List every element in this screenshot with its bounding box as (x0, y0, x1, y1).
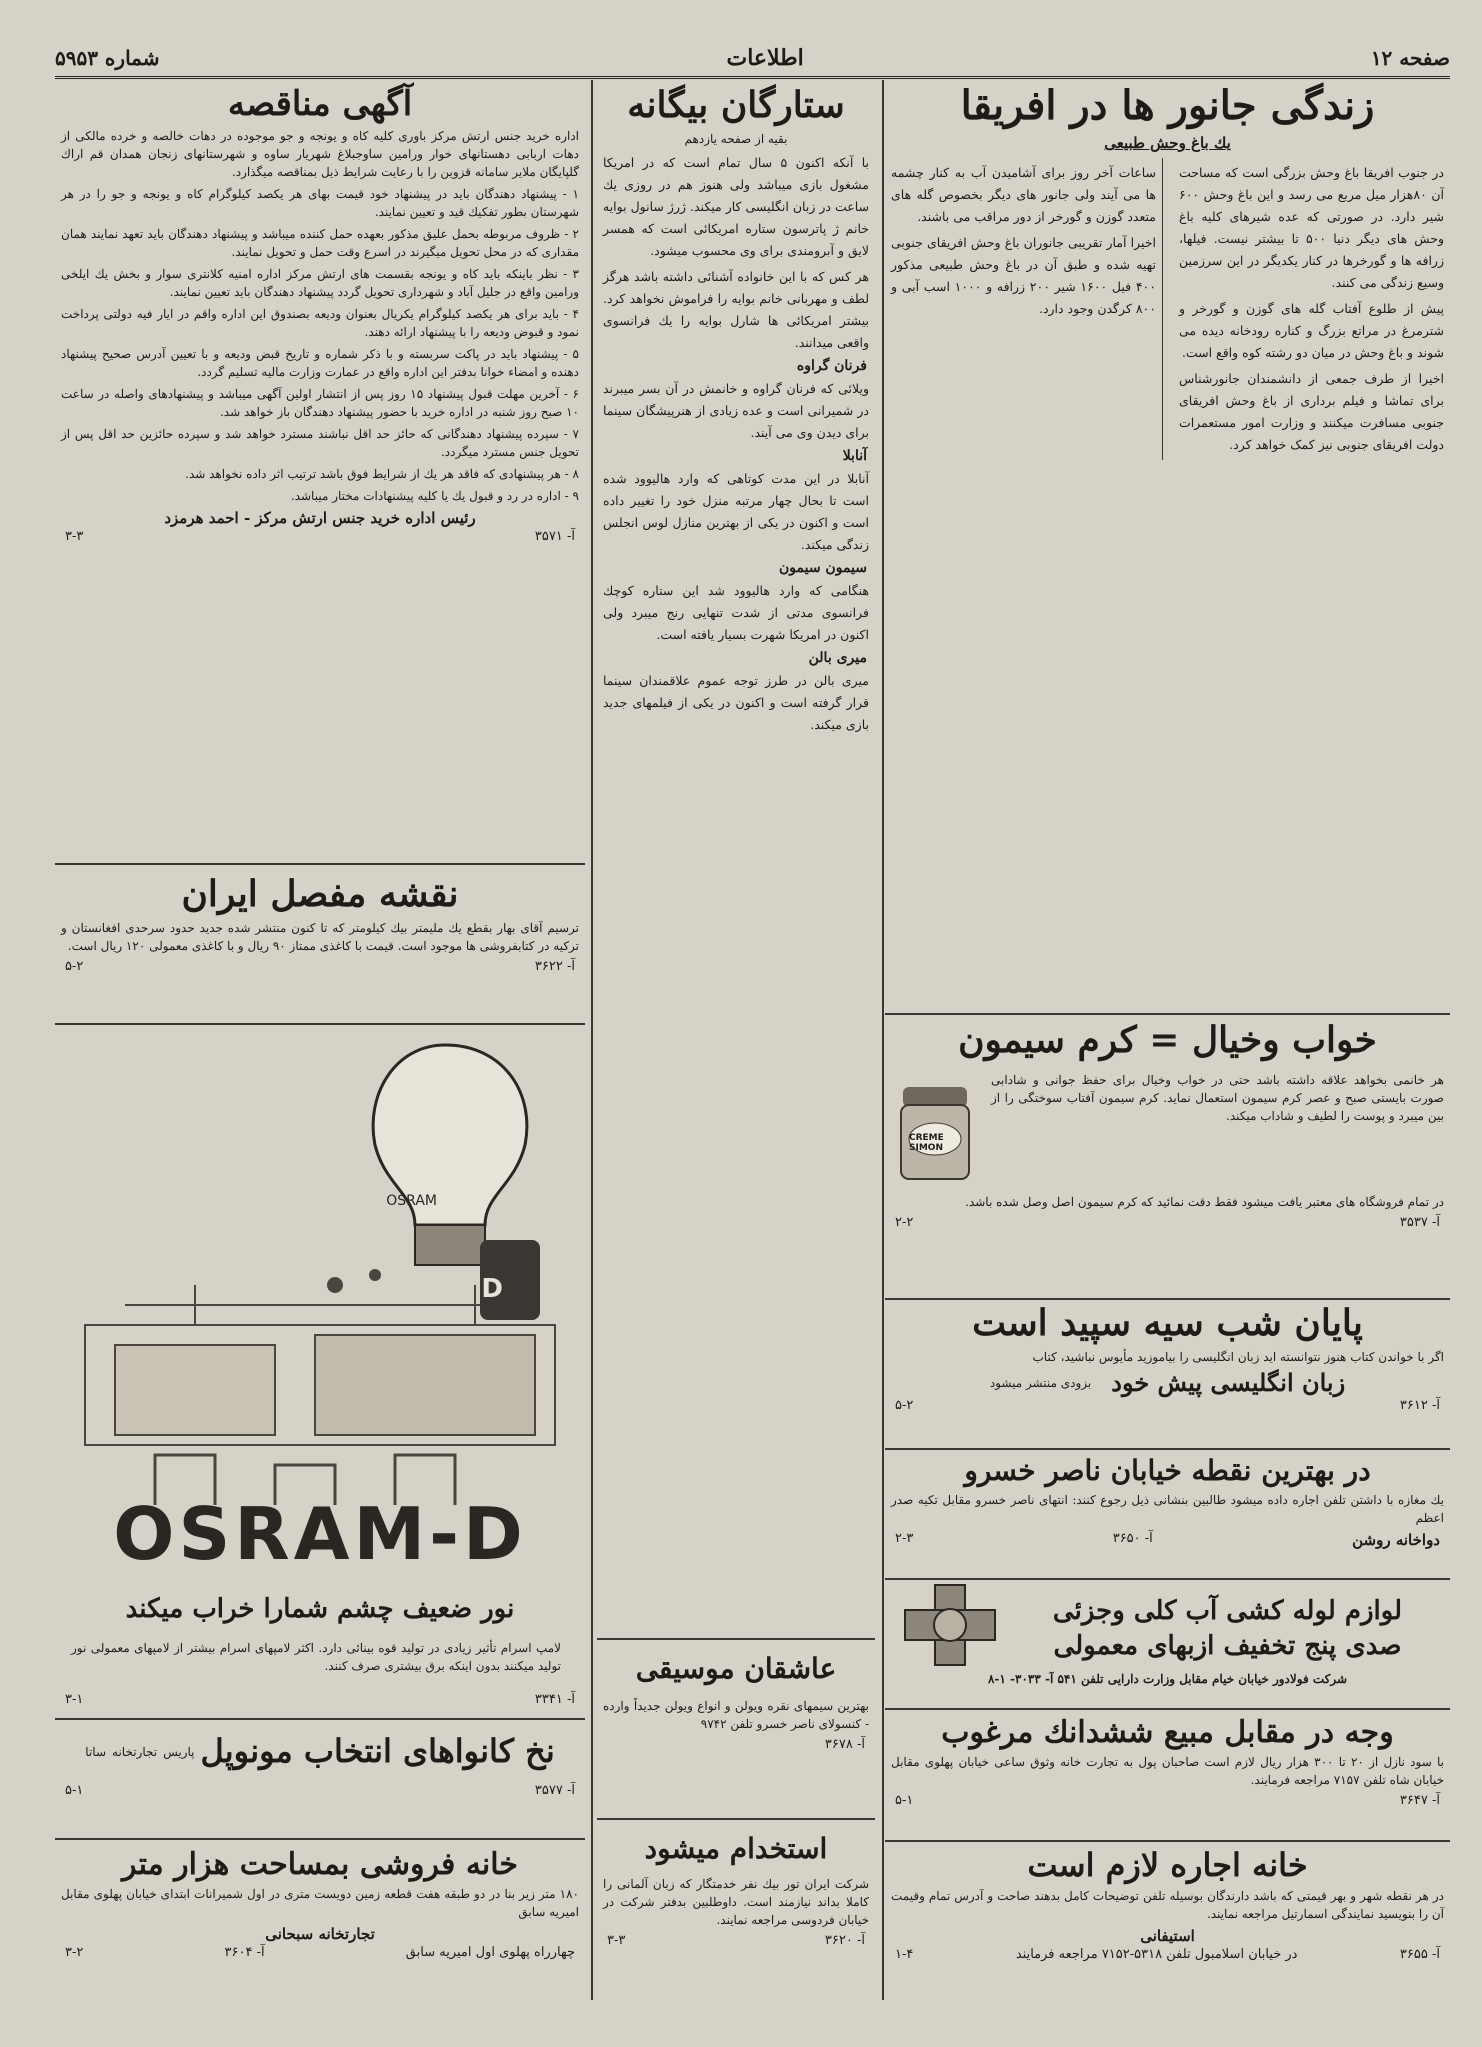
ad-text: در هر نقطه شهر و بهر قیمتی که باشد دارندگان بوسیله تلفن توضیحات کامل بدهند صاحت و آدرس تمام وقیمت آن را بنویسید نمایندگی اسمارتیل مراجعه نمایند. (891, 1889, 1445, 1922)
column-divider (882, 80, 884, 2000)
ad-code: آ- ۳۶۵۰ (1112, 1530, 1153, 1546)
article-paragraph: با آنکه اکنون ۵ سال تمام است که در امریکا مشغول بازی میباشد ولی هنوز هم در روزی یك ساعت در زبان انگلیسی کار میکند. ژرژ سانول بوایه خانم ژ پاترسون ستاره امریکائی است که همسر لایق و آبرومندی برای وی محسوب میشود. (603, 154, 869, 258)
masthead (55, 40, 1450, 79)
article-subheadline: یك باغ وحش طبیعی (1104, 134, 1231, 152)
ad-note: بزودی منتشر میشود (989, 1375, 1092, 1390)
ad-line: صدی پنج تخفیف ازبهای معمولی (1053, 1631, 1402, 1661)
notice-paragraph: ۵ - پیشنهاد باید در پاکت سربسته و با ذکر شماره و تاریخ قبض ودیعه و با تعیین آدرس صحیح پیشنهاد دهنده و امضاء خوانا بدفتر این اداره واقع در عمارت وزارت مالیه تسلیم گردد. (61, 347, 579, 380)
ad-small-text: ساتا (85, 1744, 107, 1759)
article-paragraph: ساعات آخر روز برای آشامیدن آب به کنار چشمه ها می آیند ولی جانور های دیگر بخصوص گله های متعدد گوزن و گورخر از دور مراقب می باشند. (891, 165, 1156, 224)
box-brand-text: D (481, 1274, 503, 1304)
notice-code: آ- ۳۵۷۱ (534, 529, 575, 545)
ad-series: ۳-۱ (65, 1692, 84, 1707)
notice-series: ۳-۳ (65, 529, 84, 545)
ad-text: اگر با خواندن کتاب هنوز نتوانسته اید زبان انگلیسی را بیاموزید مأیوس نباشید، کتاب (1032, 1349, 1444, 1364)
bulb-brand-text: OSRAM (386, 1193, 437, 1209)
ad-address: در خیابان اسلامبول تلفن ۵۳۱۸-۷۱۵۲ مراجعه فرمایند (1015, 1947, 1298, 1963)
ad-headline: پایان شب سیه سپید است (972, 1302, 1363, 1344)
ad-line: لوازم لوله کشی آب کلی وجزئی (1052, 1596, 1403, 1627)
ad-code: آ- ۳۶۴۷ (1399, 1793, 1440, 1808)
book-title: زبان انگلیسی پیش خود (1111, 1367, 1346, 1397)
notice-paragraph: ۶ - آخرین مهلت قبول پیشنهاد ۱۵ روز پس از انتشار اولین آگهی میباشد و پیشنهادهای واصله در ساعت ۱۰ صبح روز شنبه در اداره خرید با حضور پیشنهاد دهندگان باز خواهد شد. (61, 387, 579, 420)
cream-jar-label: CREME SIMON (909, 1132, 944, 1153)
ad-headline: در بهترین نقطه خیابان ناصر خسرو (964, 1454, 1371, 1487)
notice-paragraph: اداره خرید جنس ارتش مرکز باوری کلیه کاه و یونجه و جو موجوده در دهات خالصه و خرده مالکی از دهات اربابی دهستانهای خوار ورامین ساوجبلاغ شهریار ساوه و شهرستانهای زنجان همدان قم اراك گلپایگان ملایر سامانه قزوین را با رعایت شرایط ذیل بمناقصه میگذارد. (61, 129, 579, 180)
osram-brand-logo: OSRAM-D (113, 1492, 527, 1576)
section-name: سیمون سیمون (779, 559, 867, 576)
ad-text: شرکت ایران تور بیك نفر خدمتگار که زبان آلمانی را کاملا بداند نیازمند است. داوطلبین بدفتر شرکت در خیابان فردوسی مراجعه نمایند. (603, 1876, 869, 1927)
ad-name: تجارتخانه سبحانی (265, 1925, 375, 1943)
ad-code: آ- ۳۶۷۸ (824, 1736, 865, 1752)
article-paragraph: هنگامی که وارد هالیوود شد این ستاره کوچك فرانسوی مدتی از شدت تنهایی رنج میبرد ولی اکنون در امریکا شهرت بسیار یافته است. (603, 582, 869, 642)
ad-text: ۱۸۰ متر زیر بنا در دو طبقه هفت قطعه زمین دویست متری در اول شمیرانات ابتدای خیابان پهلوی مقابل امیریه سابق (61, 1887, 579, 1919)
article-continuation: بقیه از صفحه یازدهم (684, 131, 788, 146)
ad-code: آ- ۳۶۲۰ (824, 1932, 865, 1948)
africa-article (885, 80, 1450, 1015)
pharmacy-ad (885, 1450, 1450, 1580)
ad-text: با سود نازل از ۲۰ تا ۳۰۰ هزار ریال لازم است صاحبان پول به تجارت خانه وثوق ساعی خیابان پهلوی مقابل خیابان شاه تلفن ۷۱۵۷ مراجعه فرمایند. (891, 1755, 1445, 1787)
ad-headline: وجه در مقابل مبیع ششدانك مرغوب (941, 1715, 1394, 1750)
notice-signature: رئیس اداره خرید جنس ارتش مرکز - احمد هرمزد (164, 509, 476, 528)
ad-name: دواخانه روشن (1352, 1530, 1440, 1549)
section-name: آنابلا (842, 447, 867, 464)
notice-paragraph: ۲ - ظروف مربوطه بحمل علیق مذکور بعهده حمل کننده میباشد و پیشنهاد دهندگان باید تعهد نمایند همان مقداری که در محل تحویل میگیرند در اسرع وقت حمل و تحویل نمایند. (61, 227, 579, 260)
newspaper-name: اطلاعات (726, 45, 804, 71)
ad-series: ۲-۳ (895, 1530, 914, 1546)
ad-headline: خانه اجاره لازم است (1027, 1846, 1308, 1884)
ad-code: آ- ۳۶۲۲ (534, 958, 575, 974)
ad-headline: خواب وخیال = کرم سیمون (958, 1019, 1377, 1061)
ad-headline: نخ کانواهای انتخاب مونوپل (200, 1732, 555, 1770)
ad-headline: نور ضعیف چشم شمارا خراب میکند (125, 1594, 515, 1624)
page-number: صفحه ۱۲ (1370, 46, 1450, 70)
iran-map-ad (55, 865, 585, 1025)
notice-paragraph: ۴ - باید برای هر یکصد کیلوگرام یکریال بعنوان ودیعه بصندوق این اداره واقم در ایار فیه دولتی پرداخت نمود و قبوض ودیعه را با پیشنهاد ارائه دهند. (61, 307, 579, 340)
ad-code: آ- ۳۵۳۷ (1399, 1214, 1440, 1230)
cream-jar-icon (895, 1073, 975, 1183)
canvas-yarn-ad (55, 1720, 585, 1840)
osram-ad (55, 1025, 585, 1720)
ad-note: در تمام فروشگاه های معتبر یافت میشود فقط دقت نمائید که کرم سیمون اصل وصل شده باشد. (965, 1194, 1444, 1209)
pipe-fittings-ad (885, 1580, 1450, 1710)
ad-text: ترسیم آقای بهار بقطع یك ملیمتر بیك کیلومتر که تا کنون منتشر شده جدید حدود سرحدی افغانستان و ترکیه در کتابفروشی ها موجود است. قیمت با کاغذی ممتاز ۹۰ ریال و با کاغذی معمولی ۱۲۰ ریال است. (61, 920, 579, 953)
pipe-fitting-icon (895, 1580, 1005, 1670)
ad-series: ۳-۳ (607, 1932, 626, 1948)
ad-text: لامپ اسرام تأثیر زیادی در تولید قوه بینائی دارد. اکثر لامپهای اسرام بیشتر از لامپهای معمولی نور تولید میکنند بدون اینکه برق بیشتری صرف کنند. (71, 1641, 561, 1673)
notice-paragraph: ۷ - سپرده پیشنهاد دهندگانی که حائز حد اقل نباشند مسترد خواهد شد و سپرده حائزین حد اقل پس از تحویل جنس مسترد میگردد. (61, 427, 579, 460)
ad-headline: نقشه مفصل ایران (181, 873, 459, 915)
column-divider (591, 80, 593, 2000)
ad-headline: استخدام میشود (644, 1832, 828, 1865)
notice-paragraph: ۸ - هر پیشنهادی که فاقد هر یك از شرایط فوق باشد ترتیب اثر داده نخواهد شد. (185, 467, 579, 482)
money-loan-ad (885, 1710, 1450, 1842)
foreign-stars-article (597, 80, 875, 1640)
ad-code: آ- ۳۳۴۱ (534, 1692, 575, 1707)
ad-code: آ- ۳۶۱۲ (1399, 1397, 1440, 1413)
hiring-ad (597, 1820, 875, 2000)
article-paragraph: آنابلا در این مدت کوتاهی که وارد هالیوود شده است تا بحال چهار مرتبه منزل خود را تغییر داده است و اکنون در یکی از بهترین منازل لوس انجلس زندگی میکند. (603, 470, 869, 552)
ad-code: آ- ۳۶۵۵ (1399, 1947, 1440, 1963)
ad-series: ۵-۲ (65, 958, 84, 974)
article-paragraph: اخیرا آمار تقریبی جانوران باغ وحش افریقای جنوبی تهیه شده و طبق آن در باغ وحش طبیعی مذکور ۴۰۰ فیل ۱۶۰۰ شیر ۲۰۰ زرافه و ۱۰۰۰ اسب آبی و ۸۰۰ کرگدن وجود دارد. (891, 235, 1156, 316)
article-paragraph: میری بالن در طرز توجه عموم علاقمندان سینما قرار گرفته است و اکنون در یکی از فیلمهای جدید بازی میکند. (603, 672, 869, 732)
issue-number: شماره ۵۹۵۳ (55, 46, 160, 70)
ad-series: ۳-۲ (65, 1945, 84, 1960)
ad-footer: شرکت فولادور خیابان خیام مقابل وزارت دارایی تلفن ۵۴۱ آ- ۳۰۳۳- ۱-۸ (987, 1672, 1348, 1686)
section-name: فرنان گراوه (796, 357, 867, 374)
notice-paragraph: ۱ - پیشنهاد دهندگان باید در پیشنهاد خود قیمت بهای هر یکصد کیلوگرام کاه و یونجه و جو را در هر شهرستان بطور تفکیك قید و تعیین نمایند. (61, 187, 579, 220)
ad-headline: عاشقان موسیقی (635, 1652, 837, 1685)
ad-address: چهارراه پهلوی اول امیریه سابق (405, 1945, 575, 1960)
notice-paragraph: ۳ - نظر باینکه باید کاه و یونجه بقسمت های ارتش مرکز اداره امنیه کلانتری سوار و بخش یك ایلخی ورامین واقع در جلیل آباد و شهرداری تحویل گردد پیشنهاد دهندگان باید تعیین نمایند. (61, 267, 579, 300)
article-headline: زندگی جانور ها در افریقا (960, 82, 1375, 129)
ad-series: ۵-۱ (895, 1793, 914, 1808)
ad-text: بهترین سیمهای نقره ویولن و انواع ویولن جدیداً وارده - کنسولای ناصر خسرو تلفن ۹۷۴۲ (603, 1698, 869, 1731)
article-paragraph: در جنوب افریقا باغ وحش بزرگی است که مساحت آن ۸۰هزار میل مربع می رسد و این باغ وحش ۶۰۰ شیر دارد. در صورتی که عده شیرهای کلیه باغ وحش های دیگر دنیا ۵۰۰ تا بیشتر نیست. فیلها، زرافه ها و گورخرها در کنار یکدیگر در این سرزمین وسیع زندگی می کنند. (1179, 165, 1444, 290)
ad-headline: خانه فروشی بمساحت هزار متر (122, 1847, 518, 1882)
cream-simon-ad (885, 1015, 1450, 1300)
ad-small-text: تجارتخانه (112, 1744, 158, 1759)
ad-series: ۲-۲ (895, 1214, 914, 1230)
ad-text: هر خانمی بخواهد علاقه داشته باشد حتی در خواب وخیال برای حفظ جوانی و شادابی صورت بایستی صبح و عصر کرم سیمون استعمال نماید. کرم سیمون آفتاب سوختگی را از بین میبرد و پوست را لطیف و شاداب میکند. (991, 1072, 1444, 1123)
article-paragraph: پیش از طلوع آفتاب گله های گوزن و گورخر و شترمرغ در مراتع بزرگ و کناره رودخانه دیده می شوند و باغ وحش در میان دو رشته کوه واقع است. (1179, 301, 1444, 360)
house-sale-ad (55, 1840, 585, 2000)
ad-code: آ- ۳۵۷۷ (534, 1783, 575, 1799)
article-paragraph: ویلائی که فرنان گراوه و خانمش در آن بسر میبرند در شمیرانی است و عده زیادی از هنرپیشگان سینما برای دیدن وی می آیند. (603, 380, 869, 440)
article-headline: ستارگان بیگانه (627, 84, 845, 126)
dining-room-illustration (75, 1035, 565, 1555)
english-book-ad (885, 1300, 1450, 1450)
notice-paragraph: ۹ - اداره در رد و قبول یك یا کلیه پیشنهادات مختار میباشد. (290, 489, 579, 504)
osram-illustration (75, 1035, 565, 1555)
cream-jar-image (895, 1073, 975, 1183)
section-name: میری بالن (808, 649, 867, 666)
ad-series: ۵-۱ (65, 1783, 84, 1799)
article-paragraph: هر کس که با این خانواده آشنائی داشته باشد هرگز لطف و مهربانی خانم بوایه را فراموش نخواهد کرد. بیشتر امریکائی ها شارل بوایه را یك فرانسوی واقعی میدانند. (603, 268, 869, 350)
ad-name: استیفانی (1140, 1927, 1195, 1946)
ad-series: ۱-۴ (895, 1947, 914, 1963)
music-ad (597, 1640, 875, 1820)
notice-headline: آگهی مناقصه (227, 84, 413, 124)
article-paragraph: اخیرا از طرف جمعی از دانشمندان جانورشناس برای تماشا و فیلم برداری از باغ وحش افریقای جنوبی مسافرت میکنند و وزارت امور مستعمرات دولت افریقای جنوبی نیز کمک خواهد کرد. (1179, 371, 1444, 452)
ad-series: ۵-۲ (895, 1397, 914, 1413)
ad-text: یك مغازه با داشتن تلفن اجاره داده میشود طالبین بنشانی ذیل رجوع کنند: انتهای ناصر خسرو مقابل تکیه صدر اعظم (891, 1492, 1444, 1525)
ad-code: آ- ۳۶۰۴ (224, 1945, 265, 1960)
ad-small-text: پاریس (163, 1744, 195, 1759)
house-rent-ad (885, 1842, 1450, 2000)
tender-notice (55, 80, 585, 865)
